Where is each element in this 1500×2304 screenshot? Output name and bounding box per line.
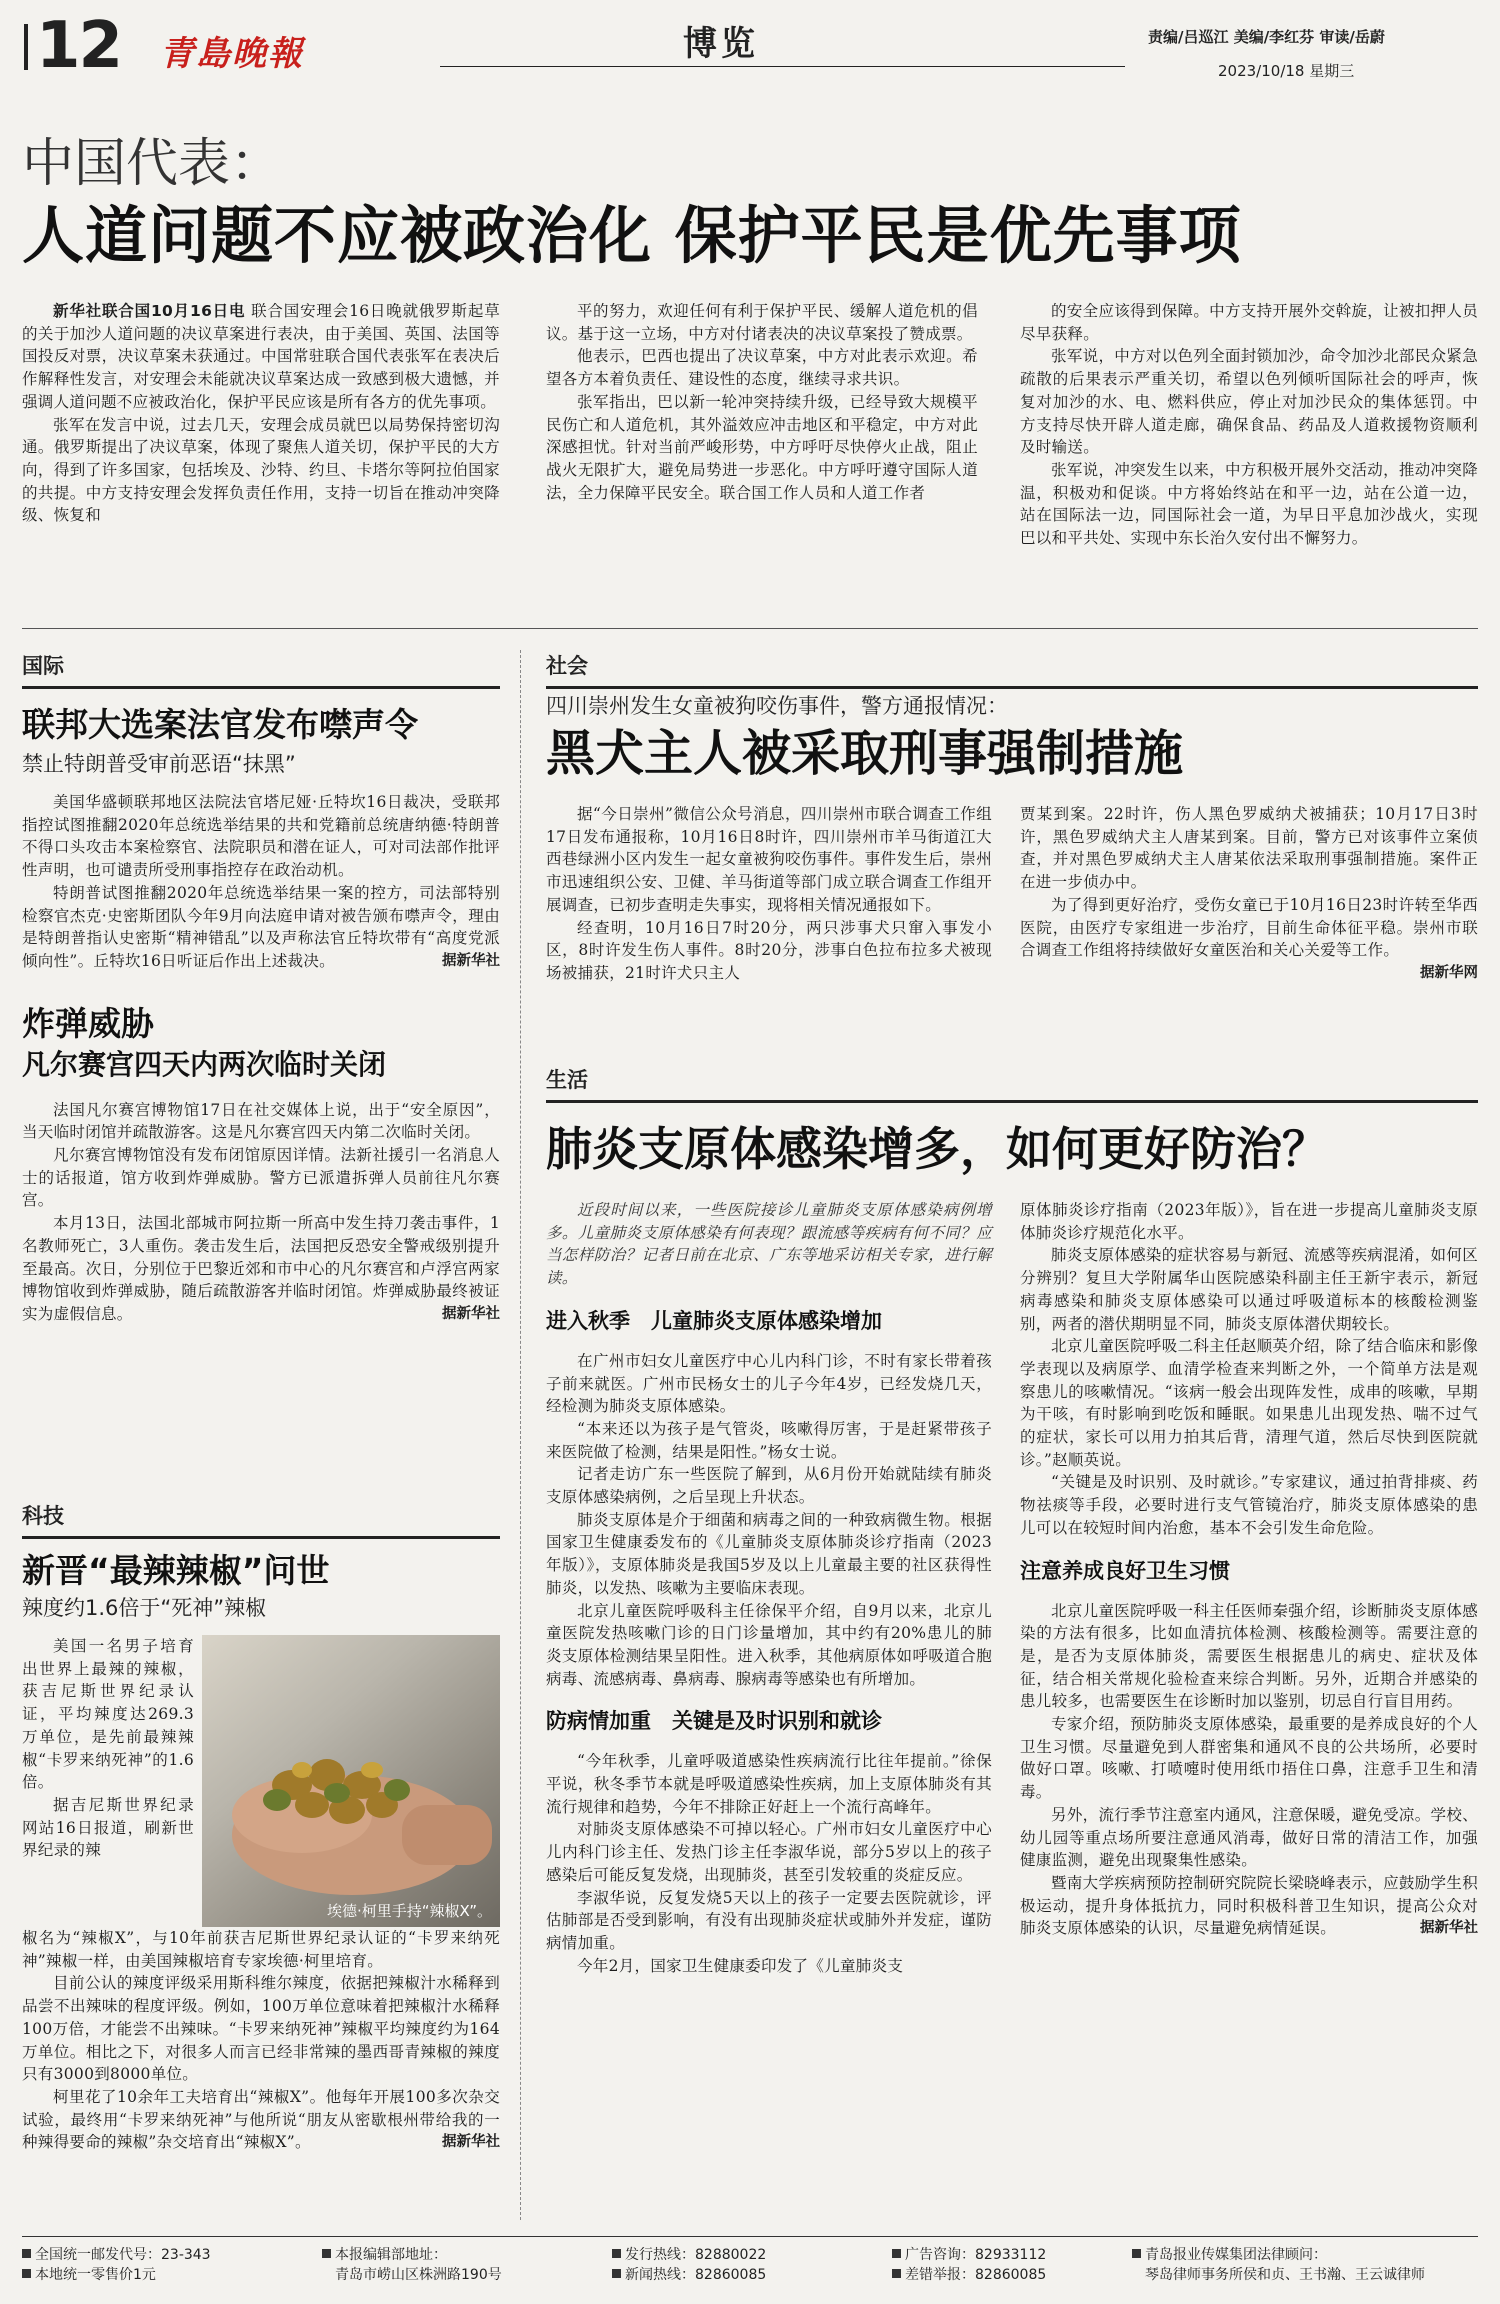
article-paragraph: 北京儿童医院呼吸二科主任赵顺英介绍，除了结合临床和影像学表现以及病原学、血清学检查来判断之外，一个简单方法是观察患儿的咳嗽情况。“该病一般会出现阵发性，成串的咳嗽，早期为干咳，有时影响到吃饭和睡眠。如果患儿出现发热、喘不过气的症状，家长可以用力拍其后背，清理气道，然后尽快到医院就诊。”赵顺英说。 [1020,1337,1478,1469]
photo-caption: 埃德·柯里手持“辣椒X”。 [327,1902,492,1920]
source-credit: 据新华网 [1420,964,1478,981]
article-subheadline: 凡尔赛宫四天内两次临时关闭 [22,1047,387,1081]
footer-hotlines: 发行热线：82880022 新闻热线：82860085 [612,2245,766,2285]
article-paragraph: 专家介绍，预防肺炎支原体感染，最重要的是养成良好的个人卫生习惯。尽量避免到人群密集和通风不良的公共场所，必要时做好口罩。咳嗽、打喷嚏时使用纸巾捂住口鼻，注意手卫生和清毒。 [1020,1715,1478,1802]
article-subheadline: 辣度约1.6倍于“死神”辣椒 [22,1596,267,1620]
top-col-1 [22,300,500,527]
article-paragraph: 李淑华说，反复发烧5天以上的孩子一定要去医院就诊，评估肺部是否受到影响，有没有出现肺炎症状或肺外并发症，谨防病情加重。 [546,1888,992,1952]
section-label: 社会 [546,654,588,678]
article-paragraph: 另外，流行季节注意室内通风，注意保暖，避免受凉。学校、幼儿园等重点场所要注意通风消毒，做好日常的清洁工作，加强健康监测，避免出现聚集性感染。 [1020,1805,1478,1870]
article-paragraph: 肺炎支原体是介于细菌和病毒之间的一种致病微生物。根据国家卫生健康委发布的《儿童肺炎支原体肺炎诊疗指南（2023年版）》，支原体肺炎是我国5岁及以上儿童最主要的社区获得性肺炎，以发热、咳嗽为主要临床表现。 [546,1510,992,1597]
article-paragraph: 今年2月，国家卫生健康委印发了《儿童肺炎支 [577,1956,904,1975]
dateline: 新华社联合国10月16日电 [53,302,246,320]
masthead [0,0,1500,88]
article-paragraph: 暨南大学疾病预防控制研究院院长梁晓峰表示，应鼓励学生积极运动，提升身体抵抗力，同时积极科普卫生知识，提高公众对肺炎支原体感染的认识，尽量避免病情延误。 据新华社 [1020,1872,1478,1940]
article-subhead: 进入秋季 儿童肺炎支原体感染增加 [546,1308,882,1333]
article-subheadline: 禁止特朗普受审前恶语“抹黑” [22,752,296,776]
top-kicker: 中国代表： [22,134,283,194]
article-intro: 近段时间以来，一些医院接诊儿童肺炎支原体感染病例增多。儿童肺炎支原体感染有何表现？跟流感等疾病有何不同？应当怎样防治？记者日前在北京、广东等地采访相关专家，进行解读。 [546,1201,992,1288]
section-label: 科技 [22,1504,64,1528]
top-paragraph: 张军说，中方对以色列全面封锁加沙，命令加沙北部民众紧急疏散的后果表示严重关切，希望以色列倾听国际社会的呼声，恢复对加沙的水、电、燃料供应，停止对加沙民众的集体惩罚。中方支持尽快开辟人道走廊，确保食品、药品及人道救援物资顺利及时输送。 [1020,347,1478,457]
editors-credit: 责编/吕巡江 美编/李红芬 审读/岳蔚 [1148,28,1385,46]
page-number: 12 [36,9,122,83]
section-name: 博览 [683,24,759,64]
source-credit: 据新华社 [1420,1920,1478,1937]
article-paragraph: 美国一名男子培育出世界上最辣的辣椒，获吉尼斯世界纪录认证，平均辣度达269.3万单位，是先前最辣辣椒“卡罗来纳死神”的1.6倍。 [22,1637,194,1792]
article-headline: 联邦大选案法官发布噤声令 [22,705,418,744]
article-paragraph: 肺炎支原体感染的症状容易与新冠、流感等疾病混淆，如何区分辨别？复旦大学附属华山医院感染科副主任王新宇表示，新冠病毒感染和肺炎支原体感染可以通过呼吸道标本的核酸检测鉴别，两者的潜伏期明显不同，肺炎支原体潜伏期较长。 [1020,1246,1478,1333]
paper-logo: 青島晚報 [160,34,304,74]
article-paragraph: 凡尔赛宫博物馆没有发布闭馆原因详情。法新社援引一名消息人士的话报道，馆方收到炸弹威胁。警方已派遣拆弹人员前往凡尔赛宫。 [22,1146,500,1210]
article-paragraph: 对肺炎支原体感染不可掉以轻心。广州市妇女儿童医疗中心儿内科门诊主任、发热门诊主任李淑华说，部分5岁以上的孩子感染后可能反复发烧，出现肺炎，甚至引发较重的炎症反应。 [546,1820,992,1884]
footer-ads: 广告咨询：82933112 差错举报：82860085 [892,2245,1046,2285]
article-paragraph: 据“今日崇州”微信公众号消息，四川崇州市联合调查工作组17日发布通报称，10月16日8时许，四川崇州市羊马街道江大西巷绿洲小区内发生一起女童被狗咬伤事件。事件发生后，崇州市迅速组织公安、卫健、羊马街道等部门成立联合调查工作组开展调查，已初步查明走失事实，现将相关情况通报如下。 [546,805,992,914]
article-paragraph: 柯里花了10余年工夫培育出“辣椒X”。他每年开展100多次杂交试验，最终用“卡罗来纳死神”与他所说“朋友从密歇根州带给我的一种辣得要命的辣椒”杂交培育出“辣椒X”。 据新华社 [22,2086,500,2154]
article-paragraph: “本来还以为孩子是气管炎，咳嗽得厉害，于是赶紧带孩子来医院做了检测，结果是阳性。”杨女士说。 [546,1419,992,1461]
section-label: 生活 [546,1068,588,1092]
top-col-2 [546,300,978,504]
article-subhead: 防病情加重 关键是及时识别和就诊 [546,1709,882,1734]
section-label: 国际 [22,654,64,678]
top-paragraph: 张军指出，巴以新一轮冲突持续升级，已经导致大规模平民伤亡和人道危机，其外溢效应冲击地区和平稳定，中方对此深感担忧。针对当前严峻形势，中方呼吁尽快停火止战，阻止战火无限扩大，避免局势进一步恶化。中方呼吁遵守国际人道法，全力保障平民安全。联合国工作人员和人道工作者 [546,392,978,502]
top-paragraph: 的安全应该得到保障。中方支持开展外交斡旋，让被扣押人员尽早获释。 [1020,302,1478,343]
source-credit: 据新华社 [442,952,500,969]
life-section [546,1064,1478,1975]
article-paragraph: 据吉尼斯世界纪录网站16日报道，刷新世界纪录的辣 [22,1795,194,1860]
article-paragraph: 法国凡尔赛宫博物馆17日在社交媒体上说，出于“安全原因”，当天临时闭馆并疏散游客。这是凡尔赛宫四天内第二次临时关闭。 [22,1100,500,1142]
article-paragraph: 在广州市妇女儿童医疗中心儿内科门诊，不时有家长带着孩子前来就医。广州市民杨女士的儿子今年4岁，已经发烧几天，经检测为肺炎支原体感染。 [546,1351,992,1416]
article-paragraph: 贾某到案。22时许，伤人黑色罗威纳犬被捕获；10月17日3时许，黑色罗威纳犬主人唐某到案。目前，警方已对该事件立案侦查，并对黑色罗威纳犬主人唐某依法采取刑事强制措施。案件正在进一步侦办中。 [1020,805,1478,892]
footer [22,2236,1478,2292]
footer-address: 本报编辑部地址： 青岛市崂山区株洲路190号 [322,2245,502,2285]
society-section [546,650,1478,1023]
article-paragraph: 本月13日，法国北部城市阿拉斯一所高中发生持刀袭击事件，1名教师死亡，3人重伤。袭击发生后，法国把反恐安全警戒级别提升至最高。次日，分别位于巴黎近郊和市中心的凡尔赛宫和卢浮宫两家博物馆收到炸弹威胁，随后疏散游客并临时闭馆。炸弹威胁最终被证实为虚假信息。 据新华社 [22,1212,500,1326]
article-paragraph: 椒名为“辣椒X”，与10年前获吉尼斯世界纪录认证的“卡罗来纳死神”辣椒一样，由美国辣椒培育专家埃德·柯里培育。 [22,1929,500,1970]
chili-photo [202,1635,500,1927]
top-paragraph: 平的努力，欢迎任何有利于保护平民、缓解人道危机的倡议。基于这一立场，中方对付诸表决的决议草案投了赞成票。 [546,302,978,343]
column-divider [520,650,521,2220]
intl-section [22,650,500,1326]
section-rule [22,1536,500,1539]
article-paragraph: 目前公认的辣度评级采用斯科维尔辣度，依据把辣椒汁水稀释到品尝不出辣味的程度评级。例如，100万单位意味着把辣椒汁水稀释100万倍，才能尝不出辣味。“卡罗来纳死神”辣椒平均辣度约为164万单位。相比之下，对很多人而言已经非常辣的墨西哥青辣椒的辣度只有3000到8000单位。 [22,1974,500,2084]
section-rule [546,686,1478,689]
section-rule [22,686,500,689]
top-headline: 人道问题不应被政治化 保护平民是优先事项 [22,199,1242,272]
issue-date: 2023/10/18 星期三 [1218,62,1355,80]
article-headline: 肺炎支原体感染增多，如何更好防治？ [546,1122,1328,1176]
article-paragraph: 为了得到更好治疗，受伤女童已于10月16日23时许转至华西医院，由医疗专家组进一步治疗，目前生命体征平稳。崇州市联合调查工作组将持续做好女童医治和关心关爱等工作。 据新华网 [1020,894,1478,962]
source-credit: 据新华社 [442,1305,500,1322]
article-paragraph: 原体肺炎诊疗指南（2023年版）》，旨在进一步提高儿童肺炎支原体肺炎诊疗规范化水平。 [1020,1201,1478,1242]
article-paragraph: 美国华盛顿联邦地区法院法官塔尼娅·丘特坎16日裁决，受联邦指控试图推翻2020年总统选举结果的共和党籍前总统唐纳德·特朗普不得口头攻击本案检察官、法院职员和潜在证人，可对司法部作批评性声明，也可谴责所受刑事指控存在政治动机。 [22,793,500,880]
article-headline: 炸弹威胁 [22,1003,154,1043]
divider [22,628,1478,629]
top-paragraph: 他表示，巴西也提出了决议草案，中方对此表示欢迎。希望各方本着负责任、建设性的态度，继续寻求共识。 [546,347,978,389]
header-rule [440,66,1125,67]
header-bar-left [24,24,28,70]
article-paragraph: “今年秋季，儿童呼吸道感染性疾病流行比往年提前。”徐保平说，秋冬季节本就是呼吸道感染性疾病，加上支原体肺炎有其流行规律和趋势，今年不排除正好赶上一个流行高峰年。 [546,1752,992,1816]
footer-postal: 全国统一邮发代号：23-343 本地统一零售价1元 [22,2245,211,2285]
article-kicker: 四川崇州发生女童被狗咬伤事件，警方通报情况： [546,694,1008,718]
hand-holding-peppers-illustration [202,1635,500,1927]
article-headline: 新晋“最辣辣椒”问世 [22,1551,330,1590]
article-paragraph: 北京儿童医院呼吸一科主任医师秦强介绍，诊断肺炎支原体感染的方法有很多，比如血清抗体检测、核酸检测等。需要注意的是，是否为支原体肺炎，需要医生根据患儿的病史、症状及体征，结合相关常规化验检查来综合判断。另外，近期合并感染的患儿较多，也需要医生在诊断时加以鉴别，切忌自行盲目用药。 [1020,1601,1478,1711]
article-paragraph: 特朗普试图推翻2020年总统选举结果一案的控方，司法部特别检察官杰克·史密斯团队今年9月向法庭申请对被告颁布噤声令，理由是特朗普指认史密斯“精神错乱”以及声称法官丘特坎带有“高度党派倾向性”。丘特坎16日听证后作出上述裁决。 据新华社 [22,882,500,973]
top-paragraph: 张军说，冲突发生以来，中方积极开展外交活动，推动冲突降温，积极劝和促谈。中方将始终站在和平一边，站在公道一边，站在国际法一边，同国际社会一道，为早日平息加沙战火，实现巴以和平共处、实现中东长治久安付出不懈努力。 [1020,460,1478,548]
source-credit: 据新华社 [442,2134,500,2151]
article-headline: 黑犬主人被采取刑事强制措施 [546,725,1184,782]
top-paragraph: 张军在发言中说，过去几天，安理会成员就巴以局势保持密切沟通。俄罗斯提出了决议草案，体现了聚焦人道关切，保护平民的大方向，得到了许多国家，包括埃及、沙特、约旦、卡塔尔等阿拉伯国家的共提。中方支持安理会发挥负责任作用，支持一切旨在推动冲突降级、恢复和 [22,415,500,525]
tech-section [22,1500,500,2154]
article-paragraph: 记者走访广东一些医院了解到，从6月份开始就陆续有肺炎支原体感染病例，之后呈现上升状态。 [546,1465,992,1507]
article-paragraph: “关键是及时识别、及时就诊。”专家建议，通过拍背排痰、药物祛痰等手段，必要时进行支气管镜治疗，肺炎支原体感染的患儿可以在较短时间内治愈，基本不会引发生命危险。 [1020,1473,1478,1537]
article-paragraph: 经查明，10月16日7时20分，两只涉事犬只窜入事发小区，8时许发生伤人事件。8时20分，涉事白色拉布拉多犬被现场被捕获，21时许犬只主人 [546,918,992,982]
article-subhead: 注意养成良好卫生习惯 [1020,1558,1230,1583]
section-rule [546,1100,1478,1103]
top-paragraph: 新华社联合国10月16日电 联合国安理会16日晚就俄罗斯起草的关于加沙人道问题的决议草案进行表决，由于美国、英国、法国等国投反对票，决议草案未获通过。中国常驻联合国代表张军在表决后作解释性发言，对安理会未能就决议草案达成一致感到极大遗憾，并强调人道问题不应被政治化，保护平民应该是所有各方的优先事项。 [22,302,501,411]
top-col-3 [1020,300,1478,550]
article-paragraph: 北京儿童医院呼吸科主任徐保平介绍，自9月以来，北京儿童医院发热咳嗽门诊的日门诊量增加，其中约有20%患儿的肺炎支原体检测结果呈阳性。进入秋季，其他病原体如呼吸道合胞病毒、流感病毒、鼻病毒、腺病毒等感染也有所增加。 [546,1601,992,1688]
footer-legal: 青岛报业传媒集团法律顾问： 琴岛律师事务所侯和贞、王书瀚、王云诚律师 [1132,2245,1425,2285]
